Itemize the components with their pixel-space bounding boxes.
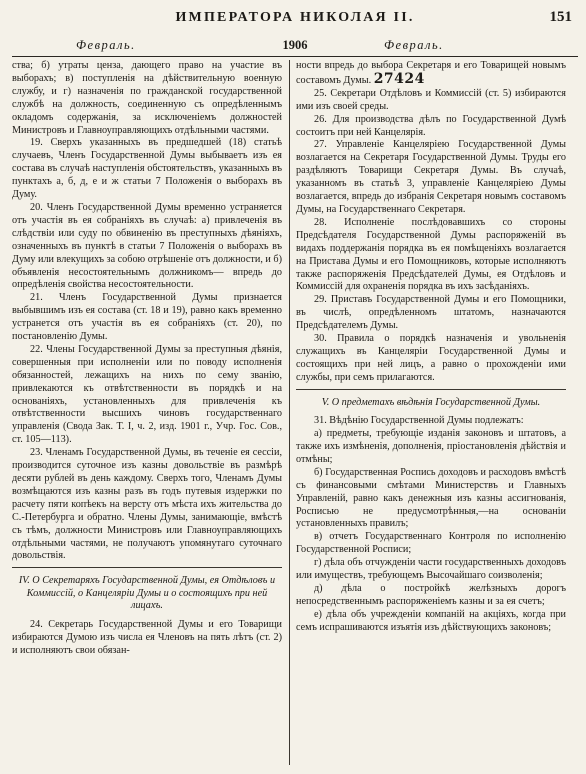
item-b: б) Государственная Роспись доходовъ и расходовъ вмѣстѣ съ финансовыми смѣтами Министерствъ и Главныхъ Управленій, равно какъ денежныя изъ казны ассигнованія, Росписью не предусмотрѣнныя,—на основаніи установленныхъ правилъ; xyxy=(296,466,566,530)
article-27: 27. Управленіе Канцеляріею Государственной Думы возлагается на Секретаря Государственной Думы. Труды его раздѣляютъ Товарищи Секретаря Думы. Въ случаѣ, указанномъ въ статьѣ 3, управленіе Канцеляріею Думы возлагается, впредь до избранія Секретаря новымъ составомъ Думы, на Государственнаго Секретаря. xyxy=(296,139,566,215)
year: 1906 xyxy=(282,38,308,52)
item-e: е) дѣла объ учрежденіи компаній на акціяхъ, когда при семъ испрашиваются изъятія изъ дѣйствующихъ законовъ; xyxy=(296,608,566,633)
article-26: 26. Для производства дѣлъ по Государственной Думѣ состоитъ при ней Канцелярія. xyxy=(296,113,566,138)
article-29: 29. Приставъ Государственной Думы и его Помощники, въ числѣ, опредѣленномъ штатомъ, назначаются Предсѣдателемъ Думы. xyxy=(296,294,566,332)
article-28: 28. Исполненіе послѣдовавшихъ со стороны Предсѣдателя Государственной Думы распоряженій въ видахъ поддержанія порядка въ ея помѣщеніяхъ возлагается на Пристава Думы и его Помощниковъ, которые исполняютъ также распоряженія Предсѣдателей Думы, ея Отдѣловъ и Коммиссій для охраненія порядка въ ихъ засѣданіяхъ. xyxy=(296,216,566,293)
article-22: 22. Члены Государственной Думы за преступныя дѣянія, совершенныя при исполненіи или по поводу исполненія обязанностей, лежащихъ на нихъ по сему званію, привлекаются къ отвѣтственности въ порядкѣ и на основаніяхъ, установленныхъ для привлеченія къ отвѣтственности высшихъ чиновъ государственнаго управленія (Свода Зак. Т. I, ч. 2, изд. 1901 г., Учр. Гос. Сов., ст. 105—113). xyxy=(12,343,282,446)
section-heading-v: V. О предметахъ вѣдѣнія Государственной Думы. xyxy=(321,396,541,408)
page-number: 151 xyxy=(549,9,572,25)
paragraph xyxy=(296,60,566,88)
document-page xyxy=(12,8,578,770)
article-20: 20. Членъ Государственной Думы временно устраняется отъ участія въ ея собраніяхъ въ случаѣ: а) привлеченія въ слѣдствіи или суду по обвиненію въ преступныхъ дѣяніяхъ, означенныхъ въ пунктѣ в статьи 7 Положенія о выборахъ въ Думу или влекущихъ за собою отрѣшеніе отъ должности, и б) объявленія несостоятельнымъ должникомъ— впредь до опредѣленія свойства несостоятельности. xyxy=(12,201,282,291)
article-30: 30. Правила о порядкѣ назначенія и увольненія служащихъ въ Канцеляріи Государственной Думы и состоящихъ при ней лицъ, а равно о прохожденіи ими службы, при семъ прилагаются. xyxy=(296,333,566,383)
article-19: 19. Сверхъ указанныхъ въ предшедшей (18) статьѣ случаевъ, Членъ Государственной Думы выбываетъ изъ ея состава въ случаѣ наступленія обстоятельствъ, указанныхъ въ пунктахъ а, б, д, е и ж статьи 7 Положенія о выборахъ въ Думу. xyxy=(12,137,282,201)
article-25: 25. Секретари Отдѣловъ и Коммиссій (ст. 5) избираются ими изъ своей среды. xyxy=(296,87,566,112)
section-rule xyxy=(296,389,566,390)
column-divider xyxy=(289,60,290,765)
month-left: Февраль. xyxy=(76,38,136,52)
section-rule xyxy=(12,567,282,568)
article-23: 23. Членамъ Государственной Думы, въ теченіе ея сессіи, производится суточное изъ казны довольствіе въ размѣрѣ десяти рублей въ день каждому. Сверхъ того, Членамъ Думы возмѣщаются изъ казны разъ въ годъ путевыя издержки по расчету пяти копѣекъ на версту отъ мѣста ихъ жительства до С.-Петербурга и обратно. Члены Думы, занимающіе, вмѣстѣ съ тѣмъ, должности Министровъ или Главноуправляющихъ отдѣльными частями, не получаютъ упомянутаго суточнаго довольствія. xyxy=(12,447,282,562)
date-line xyxy=(12,38,578,54)
page-header xyxy=(12,8,578,38)
text-columns xyxy=(12,60,578,770)
section-heading-iv: IV. О Секретаряхъ Государственной Думы, ея Отдѣловъ и Коммиссій, о Канцеляріи Думы и о состоящихъ при ней лицахъ. xyxy=(18,575,276,612)
month-right: Февраль. xyxy=(384,38,444,52)
item-g: г) дѣла объ отчужденіи части государственныхъ доходовъ или имуществъ, требующемъ Высочайшаго соизволенія; xyxy=(296,557,566,582)
stamp-number: 27424 xyxy=(373,70,425,87)
paragraph: ства; б) утраты ценза, дающего право на участие въ выборахъ; в) поступленія на дѣйствительную военную службу, и г) назначенія по гражданской государственной службѣ на должность, соединенную съ опредѣленнымъ окладомъ содержанія, за исключеніемъ должностей Министровъ и Главноуправляющихъ отдѣльными частями. xyxy=(12,60,282,136)
article-24: 24. Секретарь Государственной Думы и его Товарищи избираются Думою изъ числа ея Членовъ на пять лѣтъ (ст. 2) и исполняютъ свои обязан- xyxy=(12,618,282,656)
article-31: 31. Вѣдѣнію Государственной Думы подлежатъ: xyxy=(314,415,524,427)
item-d: д) дѣла о постройкѣ желѣзныхъ дорогъ непосредственнымъ распоряженіемъ казны и за ея счетъ; xyxy=(296,582,566,607)
item-v: в) отчетъ Государственнаго Контроля по исполненію Государственной Росписи; xyxy=(296,531,566,556)
article-21: 21. Членъ Государственной Думы признается выбывшимъ изъ ея состава (ст. 18 и 19), равно какъ временно устранется отъ участія въ ея собраніяхъ (ст. 20), по постановленію Думы. xyxy=(12,292,282,343)
left-column xyxy=(12,60,282,658)
header-rule xyxy=(12,56,578,57)
paragraph-text: ности впредь до выбора Секретаря и его Товарищей новымъ составомъ Думы. xyxy=(296,60,566,86)
right-column xyxy=(296,60,566,635)
item-a: а) предметы, требующіе изданія законовъ и штатовъ, а также ихъ измѣненія, дополненія, пріостановленія дѣйствія и отмѣны; xyxy=(296,428,566,465)
running-title: ИМПЕРАТОРА НИКОЛАЯ II. xyxy=(175,10,415,25)
